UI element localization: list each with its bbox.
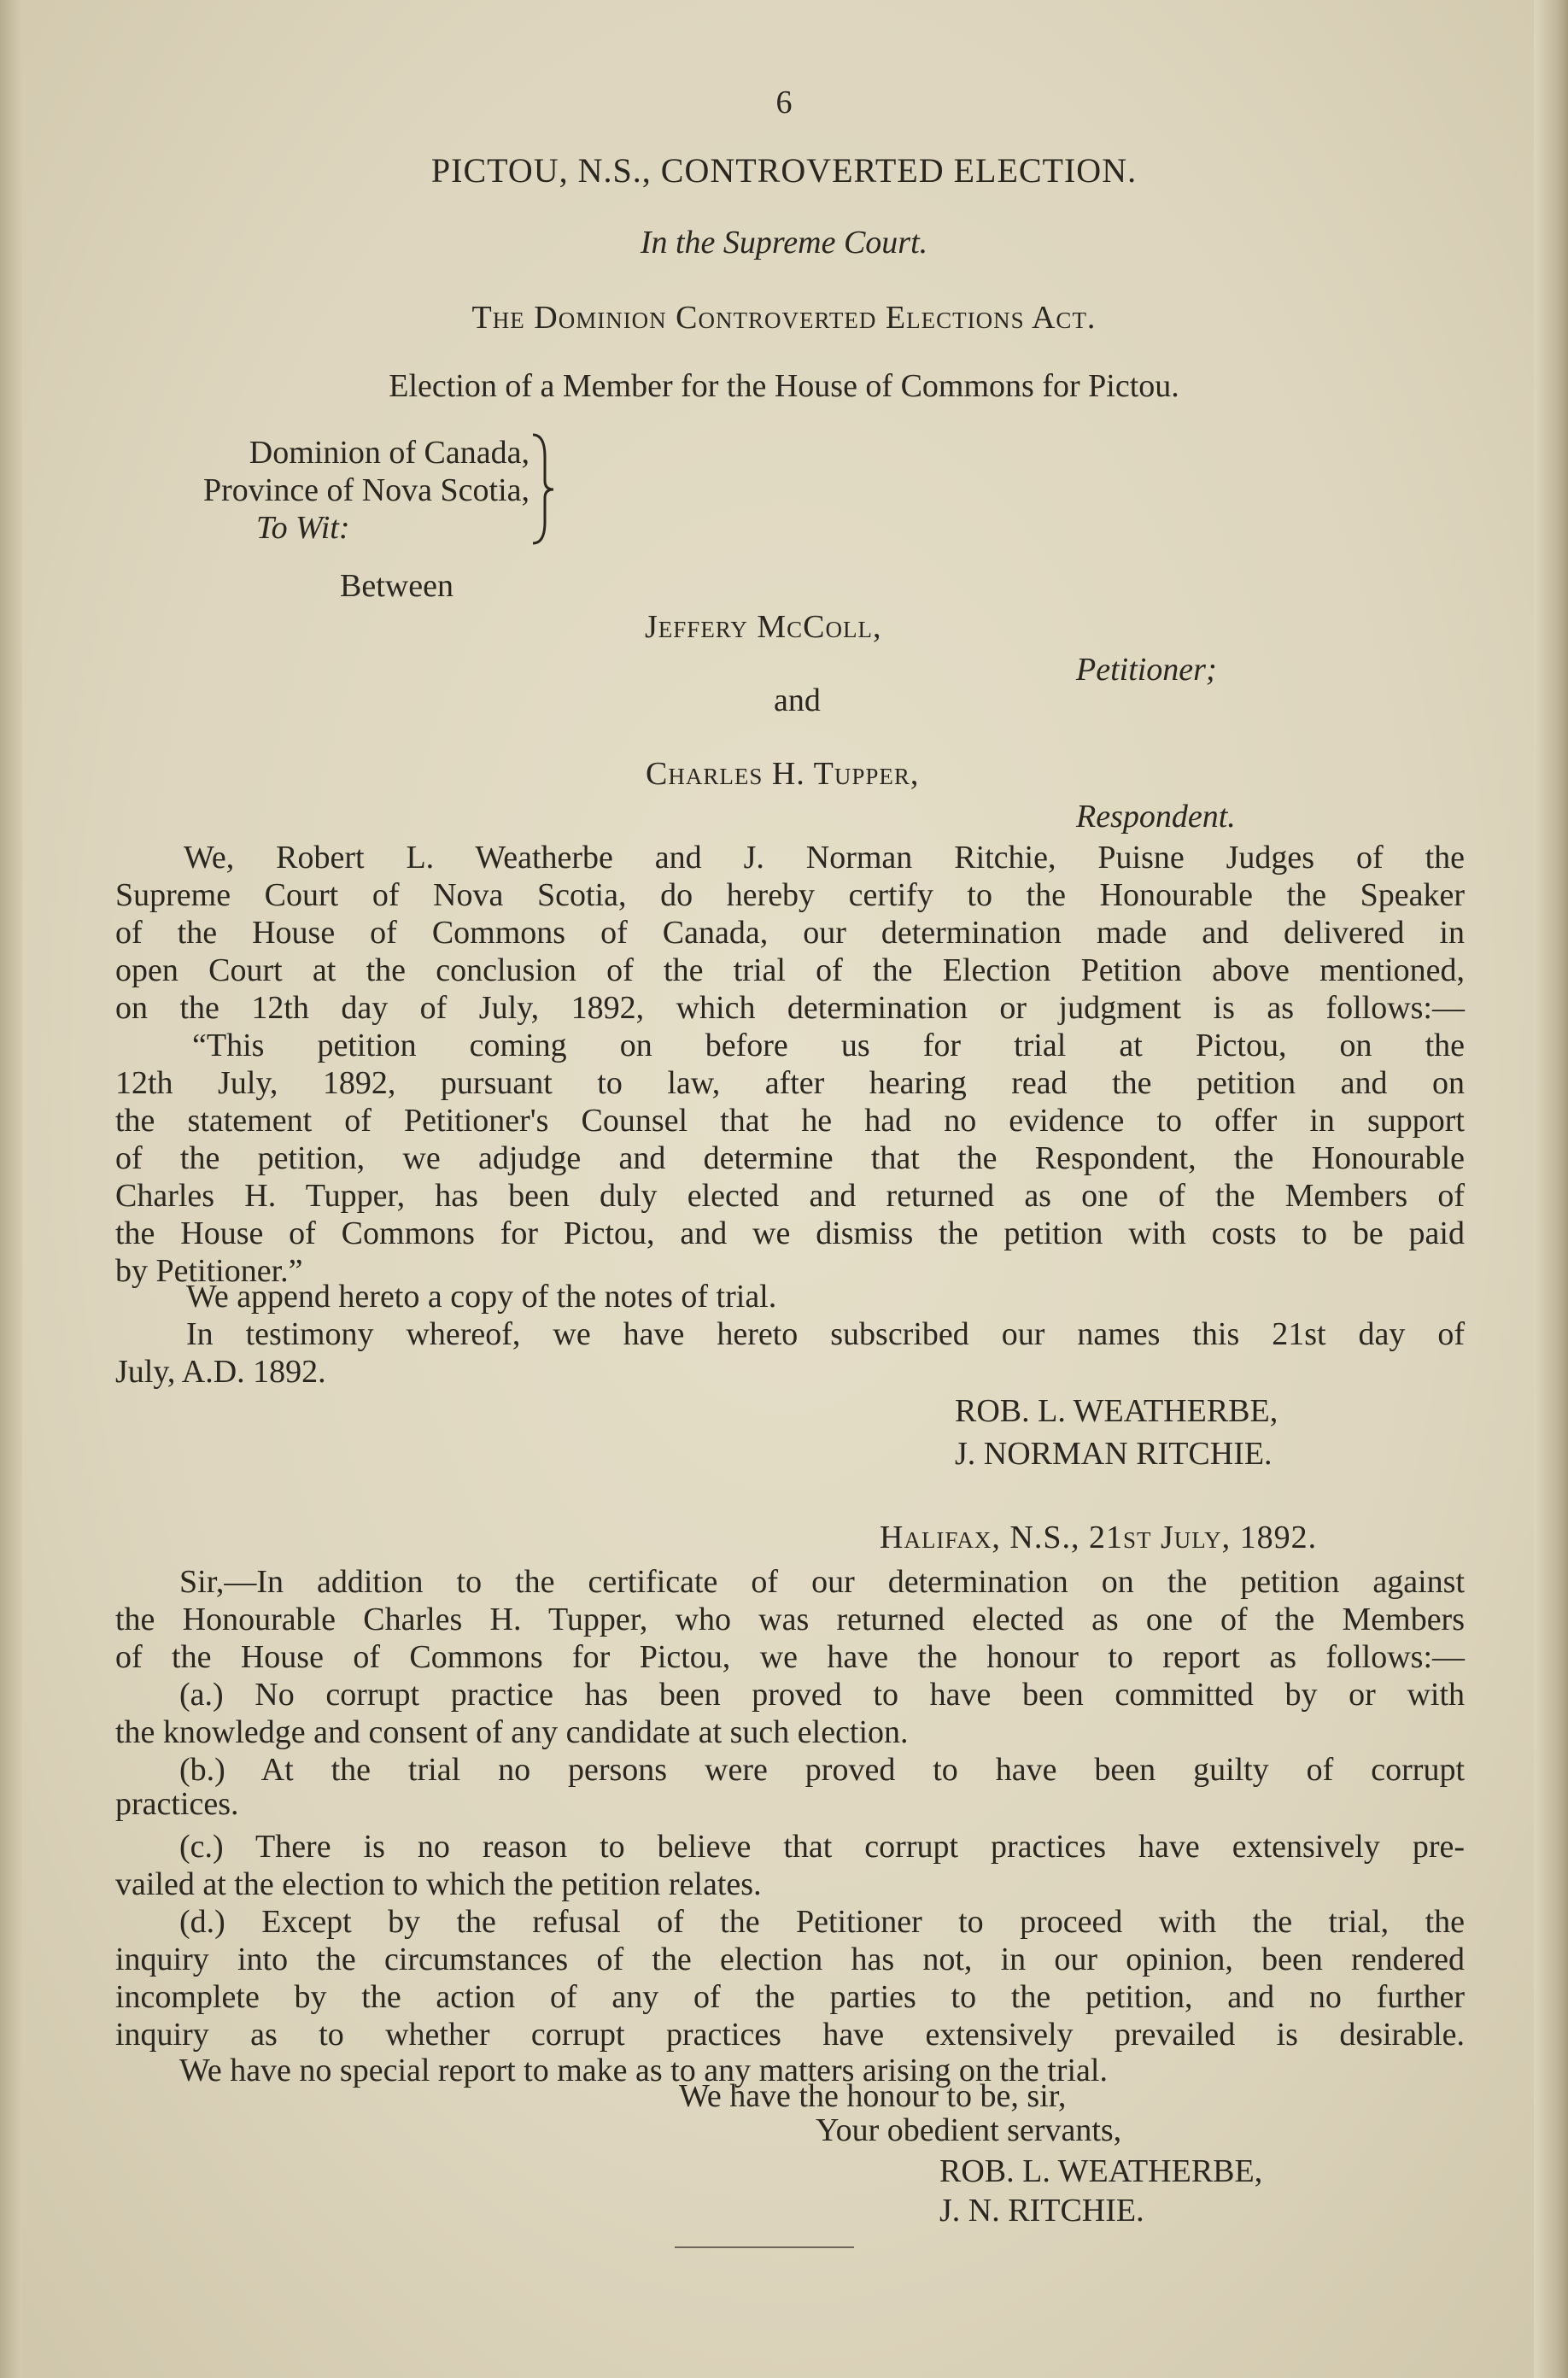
and-label: and	[774, 682, 821, 718]
certificate-line: “This petition coming on before us for trial at Pictou, on the	[192, 1028, 1465, 1063]
report-line: (b.) At the trial no persons were proved to have been guilty of corrupt	[179, 1752, 1465, 1788]
report-line: incomplete by the action of any of the parties to the petition, and no further	[115, 1979, 1465, 2015]
certificate-line: open Court at the conclusion of the trial of the Election Petition above mentioned,	[115, 952, 1465, 988]
certificate-line: of the petition, we adjudge and determine that the Respondent, the Honourable	[115, 1140, 1465, 1176]
report-line: (d.) Except by the refusal of the Petitioner to proceed with the trial, the	[179, 1904, 1465, 1940]
certificate-line: of the House of Commons of Canada, our determination made and delivered in	[115, 915, 1465, 951]
report-line: the knowledge and consent of any candidate at such election.	[115, 1714, 909, 1750]
document-title: PICTOU, N.S., CONTROVERTED ELECTION.	[430, 151, 1138, 190]
report-line: vailed at the election to which the petition relates.	[115, 1866, 762, 1902]
election-heading: Election of a Member for the House of Commons for Pictou.	[389, 368, 1179, 404]
report-closing-2: Your obedient servants,	[816, 2112, 1122, 2148]
report-signature-2: J. N. RITCHIE.	[939, 2193, 1144, 2229]
certificate-line: We, Robert L. Weatherbe and J. Norman Ritchie, Puisne Judges of the	[184, 840, 1465, 876]
certificate-line: July, A.D. 1892.	[115, 1354, 326, 1390]
certificate-signature-2: J. NORMAN RITCHIE.	[955, 1436, 1273, 1472]
venue-line-1: Dominion of Canada,	[249, 435, 529, 471]
certificate-line: In testimony whereof, we have hereto subscribed our names this 21st day of	[186, 1316, 1465, 1352]
act-heading: The Dominion Controverted Elections Act.	[471, 300, 1097, 336]
petitioner-name: Jeffery McColl,	[645, 609, 882, 645]
certificate-line: Charles H. Tupper, has been duly elected and returned as one of the Members of	[115, 1178, 1465, 1214]
certificate-line: on the 12th day of July, 1892, which determination or judgment is as follows:—	[115, 990, 1465, 1026]
court-heading: In the Supreme Court.	[640, 225, 928, 261]
report-line: inquiry into the circumstances of the election has not, in our opinion, been rendered	[115, 1942, 1465, 1977]
certificate-line: the House of Commons for Pictou, and we dismiss the petition with costs to be paid	[115, 1215, 1465, 1251]
page-number: 6	[775, 85, 793, 120]
report-line: of the House of Commons for Pictou, we have the honour to report as follows:—	[115, 1639, 1465, 1675]
report-line: practices.	[115, 1786, 239, 1822]
report-dateline: Halifax, N.S., 21st July, 1892.	[880, 1520, 1318, 1555]
certificate-line: We append hereto a copy of the notes of trial.	[186, 1279, 777, 1315]
report-line: Sir,—In addition to the certificate of our determination on the petition against	[179, 1564, 1465, 1600]
venue-line-3: To Wit:	[256, 510, 350, 546]
certificate-line: the statement of Petitioner's Counsel that he had no evidence to offer in support	[115, 1103, 1465, 1139]
petitioner-role: Petitioner;	[1076, 652, 1217, 688]
between-label: Between	[340, 568, 453, 604]
report-line: inquiry as to whether corrupt practices have extensively prevailed is desirable.	[115, 2017, 1465, 2053]
certificate-line: Supreme Court of Nova Scotia, do hereby certify to the Honourable the Speaker	[115, 877, 1465, 913]
report-line: (a.) No corrupt practice has been proved to have been committed by or with	[179, 1677, 1465, 1713]
report-signature-1: ROB. L. WEATHERBE,	[939, 2153, 1263, 2189]
certificate-line: by Petitioner.”	[115, 1253, 303, 1289]
page-edge-shadow	[1534, 0, 1568, 2378]
respondent-name: Charles H. Tupper,	[646, 756, 920, 792]
venue-line-2: Province of Nova Scotia,	[202, 472, 529, 508]
report-line: We have no special report to make as to any matters arising on the trial.	[179, 2053, 1108, 2088]
certificate-line: 12th July, 1892, pursuant to law, after hearing read the petition and on	[115, 1065, 1465, 1101]
report-line: (c.) There is no reason to believe that corrupt practices have extensively pre-	[179, 1829, 1465, 1865]
respondent-role: Respondent.	[1076, 799, 1236, 835]
closing-rule	[675, 2246, 854, 2248]
curly-brace-icon	[529, 431, 555, 547]
certificate-signature-1: ROB. L. WEATHERBE,	[955, 1393, 1278, 1429]
report-line: the Honourable Charles H. Tupper, who was returned elected as one of the Members	[115, 1602, 1465, 1637]
report-closing-1: We have the honour to be, sir,	[679, 2078, 1067, 2114]
page-spine-shadow	[0, 0, 22, 2378]
